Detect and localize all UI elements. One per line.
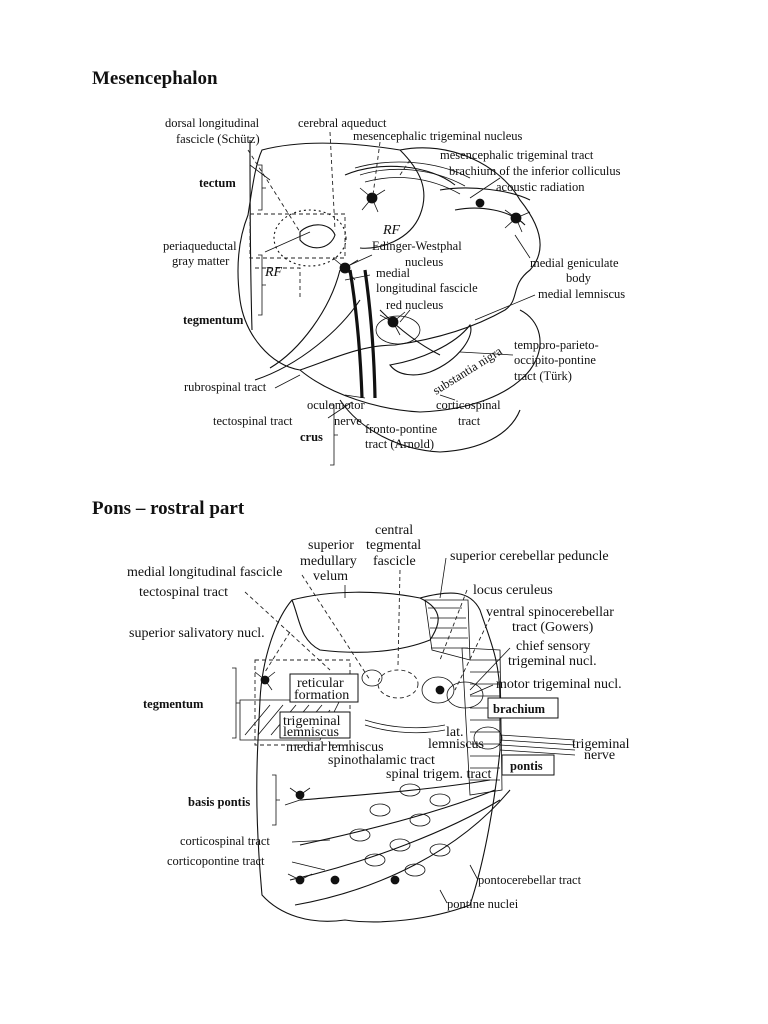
label-temporo-parieto: temporo-parieto- [514,338,599,352]
label-velum: velum [313,569,348,584]
label-longitudinal-fascicle: longitudinal fascicle [376,281,478,295]
label-brachium: brachium [493,702,546,716]
label-pontis: pontis [510,759,543,773]
label-fronto-pontine: fronto-pontine [365,422,438,436]
label-medial-lemniscus: medial lemniscus [286,740,384,755]
label-medial-geniculate: medial geniculate [530,256,619,270]
label-chief-sensory: chief sensory [516,639,591,654]
pons-labels [127,523,630,911]
label-lemniscus: lemniscus [283,725,339,740]
label-gray-matter: gray matter [172,254,230,268]
label-corticospinal: corticospinal [436,398,501,412]
label-tectum: tectum [199,176,236,190]
label-medullary: medullary [300,554,357,569]
label-corticospinal-tract: corticospinal tract [180,834,270,848]
label-central: central [375,523,414,538]
label-edinger-westphal: Edinger-Westphal [372,239,462,253]
label-ventral-spinocerebellar: ventral spinocerebellar [486,605,614,620]
label-reticular: reticular [297,676,344,691]
label-occipito-pontine: occipito-pontine [514,353,596,367]
label-spinal-trigem-tract: spinal trigem. tract [386,767,492,782]
label-tectospinal-tract: tectospinal tract [139,585,229,600]
pons-diagram [0,520,768,940]
label-formation: formation [294,688,350,703]
label-trigeminal: trigeminal [283,714,341,729]
label-acoustic-radiation: acoustic radiation [496,180,585,194]
label-trigeminal-nucl: trigeminal nucl. [508,654,597,669]
label-superior: superior [308,538,354,553]
label-lat: lat. [446,725,464,740]
label-crus: crus [300,430,323,444]
label-lat-lemniscus: lemniscus [428,737,484,752]
label-tract-turk: tract (Türk) [514,369,572,383]
label-mesencephalic-trigeminal-tract: mesencephalic trigeminal tract [440,148,594,162]
label-corticopontine-tract: corticopontine tract [167,854,265,868]
label-brachium-inferior-colliculus: brachium of the inferior colliculus [449,164,621,178]
label-fascicle-schutz: fascicle (Schütz) [176,132,260,146]
label-medial-lemniscus: medial lemniscus [538,287,626,301]
label-pontocerebellar-tract: pontocerebellar tract [478,873,582,887]
label-substantia-nigra: substantia nigra [430,343,505,398]
label-oculomotor: oculomotor [307,398,365,412]
label-locus-ceruleus: locus ceruleus [473,583,553,598]
label-basis-pontis: basis pontis [188,795,251,809]
label-dorsal-longitudinal: dorsal longitudinal [165,116,260,130]
label-cerebral-aqueduct: cerebral aqueduct [298,116,387,130]
label-tract-arnold: tract (Arnold) [365,437,435,451]
label-trigeminal-nerve: trigeminal [572,737,630,752]
label-medial-geniculate-body: body [566,271,591,285]
label-medial-longitudinal-fascicle: medial longitudinal fascicle [127,565,283,580]
label-rf-left: RF [265,265,283,280]
label-oculomotor-nerve: nerve [334,414,362,428]
label-edinger-westphal-nucleus: nucleus [405,255,444,269]
label-rubrospinal-tract: rubrospinal tract [184,380,267,394]
label-tract-gowers: tract (Gowers) [512,620,594,635]
label-nerve: nerve [584,748,616,763]
label-tegmental: tegmental [366,538,422,553]
label-medial: medial [376,266,411,280]
label-mesencephalic-trigeminal-nucleus: mesencephalic trigeminal nucleus [353,129,523,143]
label-corticospinal-tract: tract [458,414,481,428]
label-tegmentum: tegmentum [143,697,204,711]
label-periaqueductal: periaqueductal [163,239,237,253]
label-pontine-nuclei: pontine nuclei [447,897,519,911]
label-tectospinal-tract: tectospinal tract [213,414,293,428]
label-rf-upper: RF [383,223,401,238]
label-tegmentum: tegmentum [183,313,244,327]
label-fascicle: fascicle [373,554,416,569]
label-superior-salivatory: superior salivatory nucl. [129,626,265,641]
pons-heading: Pons – rostral part [92,498,245,519]
label-spinothalamic-tract: spinothalamic tract [328,753,435,768]
label-red-nucleus: red nucleus [386,298,444,312]
mesencephalon-diagram [0,0,768,470]
label-motor-trigeminal: motor trigeminal nucl. [496,677,622,692]
label-superior-cerebellar-peduncle: superior cerebellar peduncle [450,549,609,564]
mesencephalon-heading: Mesencephalon [92,68,218,89]
